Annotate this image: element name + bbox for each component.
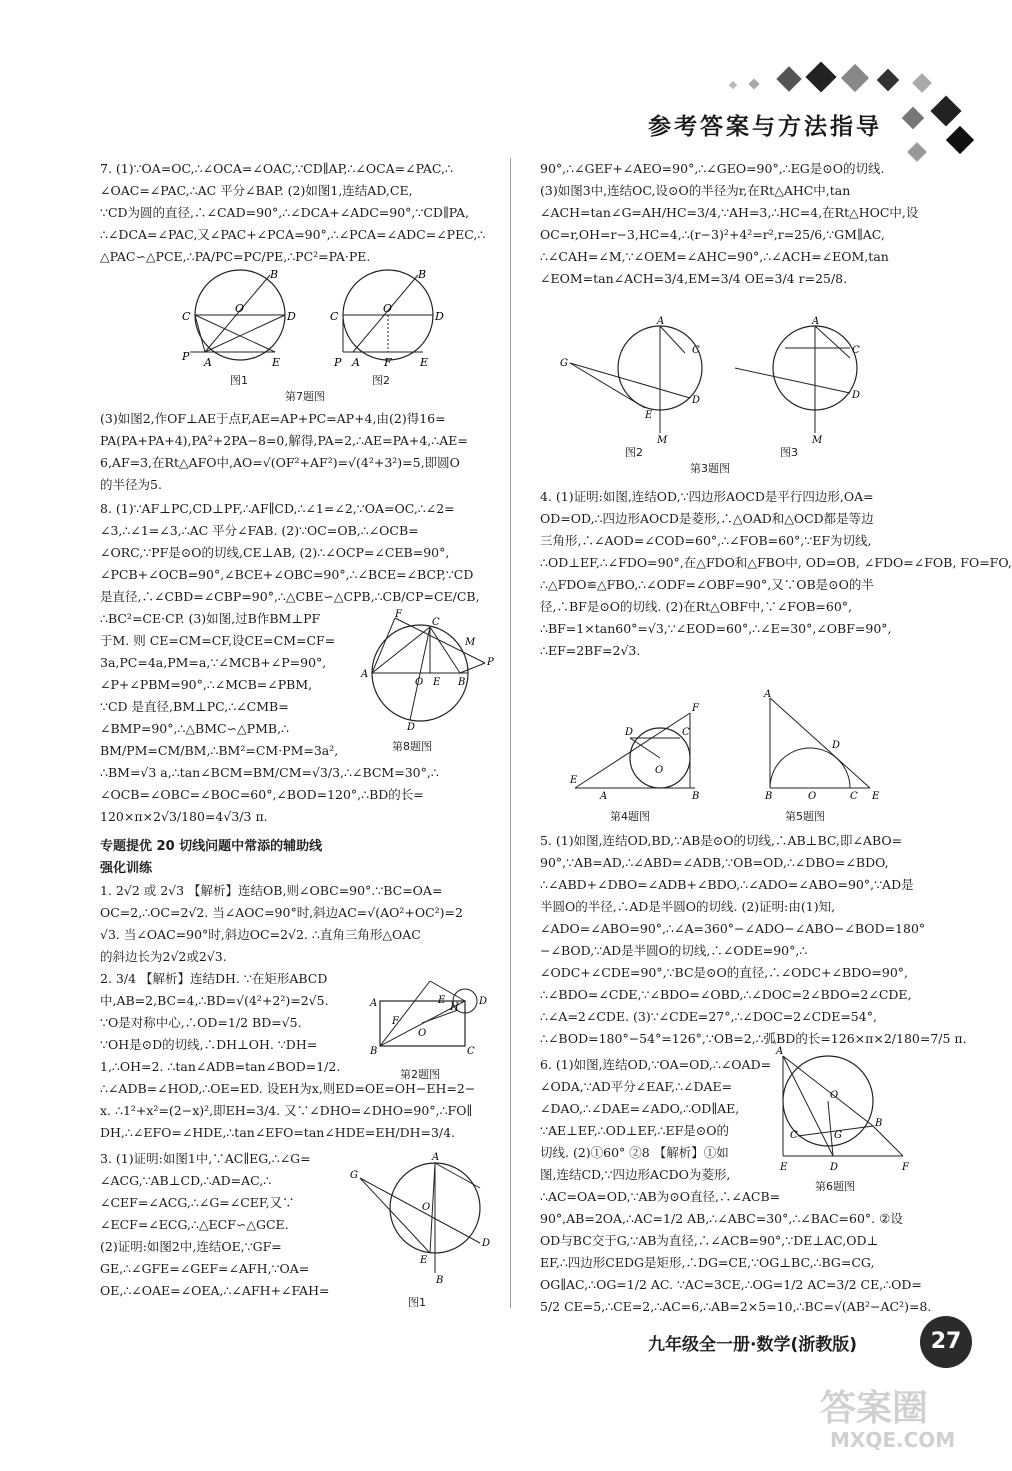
text-line: 8. (1)∵AF⊥PC,CD⊥PF,∴AF∥CD,∴∠1=∠2,∵OA=OC,∴∠2=	[100, 501, 455, 516]
text-line: ∠ODA,∵AD平分∠EAF,∴∠DAE=	[540, 1079, 733, 1094]
svg-text:B: B	[458, 677, 466, 688]
svg-text:B: B	[418, 268, 427, 281]
text-line: 5. (1)如图,连结OD,BD,∵AB是⊙O的切线,∴AB⊥BC,即∠ABO=	[540, 833, 903, 848]
text-line: (3)如图2,作OF⊥AE于点F,AE=AP+PC=AP+4,由(2)得16=	[100, 411, 446, 426]
text-line: ∠ORC,∵PF是⊙O的切线,CE⊥AB, (2)∴∠OCP=∠CEB=90°,	[100, 545, 450, 560]
text-line: 切线. (2)①60° ②8 【解析】①如	[540, 1145, 729, 1160]
svg-text:F: F	[692, 703, 699, 714]
svg-text:F: F	[392, 1016, 399, 1027]
text-line: ∵AE⊥EF,∴OD⊥EF,∴EF是⊙O的	[540, 1123, 729, 1138]
svg-text:D: D	[407, 722, 416, 733]
text-line: 是直径,∴∠CBD=∠CBP=90°,∴△CBE∽△CPB,∴CB/CP=CE/CB,	[100, 589, 480, 604]
svg-text:D: D	[625, 727, 634, 738]
q4-q5-figures	[570, 689, 890, 803]
text-line: ∴AC=OA=OD,∵AB为⊙O直径,∴∠ACB=	[540, 1189, 781, 1204]
footer-book-title: 九年级全一册·数学(浙教版)	[648, 1335, 857, 1355]
q1	[100, 880, 495, 968]
text-line: ∠P+∠PBM=90°,∴∠MCB=∠PBM,	[100, 677, 313, 692]
figure-caption: 第5题图	[785, 810, 825, 823]
text-line: ∴BM=√3 a,∴tan∠BCM=BM/CM=√3/3,∴∠BCM=30°,∴	[100, 765, 439, 780]
svg-text:A: A	[204, 356, 212, 369]
svg-text:B: B	[270, 268, 279, 281]
figure-label: 图2	[372, 374, 390, 387]
svg-text:B: B	[765, 791, 773, 802]
text-line: ∴BC²=CE·CP. (3)如图,过B作BM⊥PF	[100, 611, 321, 626]
text-line: OD=OD,∴四边形AOCD是菱形,∴△OAD和△OCD都是等边	[540, 511, 874, 526]
text-line: 2. 3/4 【解析】连结DH. ∵在矩形ABCD	[100, 971, 328, 986]
text-line: ∠PCB+∠OCB=90°,∠BCE+∠OBC=90°,∴∠BCE=∠BCP,∵CD	[100, 567, 474, 582]
svg-text:O: O	[415, 677, 424, 688]
text-line: 三角形,∴∠AOD=∠COD=60°,∴∠FOB=60°,∵EF为切线,	[540, 533, 872, 548]
text-line: −∠BOD,∵AD是半圆O的切线,∴∠ODE=90°,∴	[540, 943, 808, 958]
svg-text:C: C	[692, 345, 700, 356]
svg-text:M: M	[465, 637, 476, 648]
text-line: 半圆O的半径,∴AD是半圆O的切线. (2)证明:由(1)知,	[540, 899, 836, 914]
text-line: 90°,AB=2OA,∴AC=1/2 AB,∴∠ABC=30°,∴∠BAC=60°. ②设	[540, 1211, 903, 1226]
text-line: OE,∴∠OAE=∠OEA,∴∠AFH+∠FAH=	[100, 1283, 330, 1298]
text-line: ∴EF=2BF=2√3.	[540, 643, 641, 658]
section-subtitle: 强化训练	[100, 861, 153, 876]
text-line: 于M. 则 CE=CM=CF,设CE=CM=CF=	[100, 633, 336, 648]
svg-text:E: E	[420, 1255, 428, 1266]
text-line: OC=r,OH=r−3,HC=4,∴(r−3)²+4²=r²,r=25/6,∵GM∥AC,	[540, 227, 885, 242]
text-line: ∴∠BDO=∠CDE,∵∠BDO=∠OBD,∴∠DOC=2∠BDO=2∠CDE,	[540, 987, 912, 1002]
figure-caption: 第3题图	[690, 462, 730, 475]
q7-figure-2	[330, 268, 468, 380]
svg-text:E: E	[433, 677, 441, 688]
svg-text:C: C	[852, 345, 860, 356]
text-line: x. ∴1²+x²=(2−x)²,即EH=3/4. 又∵∠DHO=∠DHO=90°,∴FO∥	[100, 1103, 473, 1118]
figure-caption: 第6题图	[815, 1180, 855, 1193]
figure-caption: 第2题图	[400, 1068, 440, 1081]
svg-text:F: F	[395, 609, 402, 620]
svg-text:C: C	[432, 617, 440, 628]
text-line: ∠ACG,∵AB⊥CD,∴AD=AC,∴	[100, 1173, 272, 1188]
svg-text:E: E	[570, 775, 578, 786]
svg-text:D: D	[482, 1238, 491, 1249]
column-divider	[510, 158, 511, 1308]
text-line: ∠DAO,∴∠DAE=∠ADO,∴OD∥AE,	[540, 1101, 740, 1116]
text-line: ∠ODC+∠CDE=90°,∵BC是⊙O的直径,∴∠ODC+∠BDO=90°,	[540, 965, 909, 980]
svg-text:B: B	[370, 1046, 378, 1057]
q8-figure	[361, 609, 495, 733]
figure-caption: 第4题图	[610, 810, 650, 823]
text-line: 90°,∴∠GEF+∠AEO=90°,∴∠GEO=90°,∴EG是⊙O的切线.	[540, 161, 885, 176]
text-line: ∴△FDO≌△FBO,∴∠ODF=∠OBF=90°,又∵OB是⊙O的半	[540, 577, 874, 592]
text-line: 120×π×2√3/180=4√3/3 π.	[100, 809, 268, 824]
text-line: 6,AF=3,在Rt△AFO中,AO=√(OF²+AF²)=√(4²+3²)=5,即圆O	[100, 455, 460, 470]
text-line: ∴OD⊥EF,∴∠FDO=90°,在△FDO和△FBO中, OD=OB, ∠FDO=∠FOB, FO=FO,	[540, 555, 1012, 570]
text-line: ∴∠ADB=∠HOD,∴OE=ED. 设EH为x,则ED=OE=OH−EH=2−	[100, 1081, 476, 1096]
text-line: ∵OH是⊙D的切线,∴DH⊥OH. ∵DH=	[100, 1037, 318, 1052]
text-line: BM/PM=CM/BM,∴BM²=CM·PM=3a²,	[100, 743, 339, 758]
text-line: 3a,PC=4a,PM=a,∵∠MCB+∠P=90°,	[100, 655, 327, 670]
svg-text:C: C	[790, 1130, 798, 1141]
svg-text:F: F	[384, 356, 392, 369]
figure-label: 图3	[780, 446, 798, 459]
text-line: 图,连结CD,∵四边形ACDO为菱形,	[540, 1167, 731, 1182]
figure-label: 图1	[230, 374, 248, 387]
text-line: 7. (1)∵OA=OC,∴∠OCA=∠OAC,∵CD∥AP,∴∠OCA=∠PAC,∴	[100, 161, 453, 176]
text-line: ∴∠A=2∠CDE. (3)∵∠CDE=27°,∴∠DOC=2∠CDE=54°,	[540, 1009, 877, 1024]
svg-text:O: O	[235, 302, 245, 315]
svg-text:G: G	[350, 1170, 358, 1181]
svg-text:O: O	[383, 302, 393, 315]
svg-text:O: O	[808, 791, 817, 802]
text-line: OC=2,∴OC=2√2. 当∠AOC=90°时,斜边AC=√(AO²+OC²)=2	[100, 905, 463, 920]
q6-figure	[778, 1046, 913, 1181]
text-line: ∴∠BOD=180°−54°=126°,∵OB=2,∴弧BD的长=126×π×2/180=7/5 π.	[540, 1031, 967, 1046]
text-line: (2)证明:如图2中,连结OE,∵GF=	[100, 1239, 282, 1254]
svg-text:A: A	[776, 1046, 784, 1057]
q3-figures-2-3	[560, 318, 880, 448]
svg-text:D: D	[435, 310, 444, 323]
svg-text:A: A	[812, 316, 820, 327]
svg-text:D: D	[830, 1162, 839, 1173]
text-line: ∠ECF=∠ECG,∴△ECF∽△GCE.	[100, 1217, 289, 1232]
svg-text:C: C	[182, 310, 191, 323]
svg-text:H: H	[450, 1002, 459, 1013]
text-line: ∵CD为圆的直径,∴∠CAD=90°,∴∠DCA+∠ADC=90°,∵CD∥PA,	[100, 205, 469, 220]
svg-text:P: P	[182, 350, 190, 363]
text-line: △PAC∽△PCE,∴PA/PC=PC/PE,∴PC²=PA·PE.	[100, 249, 371, 264]
text-line: 径,∴BF是⊙O的切线. (2)在Rt△OBF中,∵∠FOB=60°,	[540, 599, 853, 614]
page-number: 27	[920, 1316, 972, 1368]
text-line: ∠CEF=∠ACG,∴∠G=∠CEF,又∵	[100, 1195, 295, 1210]
text-line: ∠3,∴∠1=∠3,∴AC 平分∠FAB. (2)∵OC=OB,∴∠OCB=	[100, 523, 419, 538]
text-line: 5/2 CE=5,∴CE=2,∴AC=6,∴AB=2×5=10,∴BC=√(AB²−AC²)=8.	[540, 1299, 932, 1314]
text-line: ∴∠ABD+∠DBO=∠ADB+∠BDO,∴∠ADO=∠ABO=90°,∵AD是	[540, 877, 914, 892]
figure-caption: 第8题图	[392, 740, 432, 753]
q2-figure	[370, 976, 495, 1061]
svg-text:E: E	[438, 995, 446, 1006]
watermark-logo: 答案圈	[820, 1388, 929, 1429]
text-line: 4. (1)证明:如图,连结OD,∵四边形AOCD是平行四边形,OA=	[540, 489, 874, 504]
text-line: √3. 当∠OAC=90°时,斜边OC=2√2. ∴直角三角形△OAC	[100, 927, 421, 942]
text-line: ∵O是对称中心,∴OD=1/2 BD=√5.	[100, 1015, 302, 1030]
svg-text:P: P	[334, 356, 342, 369]
svg-text:C: C	[330, 310, 339, 323]
text-line: 1,∴OH=2. ∴tan∠ADB=tan∠BOD=1/2.	[100, 1059, 341, 1074]
svg-text:B: B	[692, 791, 700, 802]
text-line: 中,AB=2,BC=4,∴BD=√(4²+2²)=2√5.	[100, 993, 329, 1008]
svg-text:A: A	[370, 998, 378, 1009]
text-line: DH,∴∠EFO=∠HDE,∴tan∠EFO=tan∠HDE=EH/DH=3/4.	[100, 1125, 456, 1140]
svg-text:M: M	[657, 435, 668, 446]
svg-text:O: O	[655, 765, 664, 776]
svg-text:D: D	[287, 310, 296, 323]
svg-text:O: O	[830, 1090, 839, 1101]
text-line: ∠BMP=90°,∴△BMC∽△PMB,∴	[100, 721, 289, 736]
figure-label: 图2	[625, 446, 643, 459]
svg-text:B: B	[436, 1275, 444, 1286]
svg-text:A: A	[352, 356, 360, 369]
text-line: OG∥AC,∴OG=1/2 AC. ∵AC=3CE,∴OG=1/2 AC=3/2 CE,∴OD=	[540, 1277, 922, 1292]
svg-text:B: B	[875, 1118, 883, 1129]
svg-text:E: E	[872, 791, 880, 802]
text-line: (3)如图3中,连结OC,设⊙O的半径为r,在Rt△AHC中,tan	[540, 183, 851, 198]
svg-text:C: C	[682, 727, 690, 738]
q4	[540, 486, 1012, 662]
section-header	[100, 836, 495, 880]
svg-text:A: A	[764, 689, 772, 700]
svg-text:D: D	[692, 395, 701, 406]
svg-text:A: A	[657, 316, 665, 327]
text-line: 1. 2√2 或 2√3 【解析】连结OB,则∠OBC=90°.∵BC=OA=	[100, 883, 443, 898]
text-line: 90°,∵AB=AD,∴∠ABD=∠ADB,∵OB=OD,∴∠DBO=∠BDO,	[540, 855, 889, 870]
svg-text:C: C	[467, 1046, 475, 1057]
q3-figure-1	[350, 1148, 495, 1288]
svg-text:D: D	[832, 740, 841, 751]
svg-text:G: G	[560, 358, 568, 369]
svg-text:A: A	[600, 791, 608, 802]
section-title: 专题提优 20 切线问题中常添的辅助线	[100, 839, 323, 854]
svg-text:C: C	[850, 791, 858, 802]
text-line: ∠EOM=tan∠ACH=3/4,EM=3/4 OE=3/4 r=25/8.	[540, 271, 848, 286]
text-line: OD与BC交于G,∵AB为直径,∴∠ACB=90°,∵DE⊥AC,OD⊥	[540, 1233, 879, 1248]
svg-text:E: E	[272, 356, 281, 369]
q3-cont	[540, 158, 919, 290]
page-header-title: 参考答案与方法指导	[648, 114, 882, 140]
svg-text:E: E	[780, 1162, 788, 1173]
q7-part3	[100, 408, 495, 496]
svg-text:O: O	[418, 1028, 427, 1039]
q5	[540, 830, 967, 1050]
text-line: 6. (1)如图,连结OD,∵OA=OD,∴∠OAD=	[540, 1057, 772, 1072]
figure-label: 图1	[408, 1296, 426, 1309]
text-line: 的斜边长为2√2或2√3.	[100, 949, 227, 964]
svg-text:M: M	[812, 435, 823, 446]
svg-text:A: A	[361, 669, 369, 680]
watermark-url: MXQE.COM	[830, 1428, 956, 1452]
text-line: ∴∠DCA=∠PAC,又∠PAC+∠PCA=90°,∴∠PCA=∠ADC=∠PEC,∴	[100, 227, 486, 242]
text-line: ∴∠CAH=∠M,∵∠OEM=∠AHC=90°,∴∠ACH=∠EOM,tan	[540, 249, 889, 264]
svg-text:D: D	[852, 390, 861, 401]
text-line: 3. (1)证明:如图1中,∵AC∥EG,∴∠G=	[100, 1151, 311, 1166]
svg-text:E: E	[645, 410, 653, 421]
text-line: ∴BF=1×tan60°=√3,∵∠EOD=60°,∴∠E=30°,∠OBF=90°,	[540, 621, 892, 636]
text-line: ∠OAC=∠PAC,∴AC 平分∠BAP. (2)如图1,连结AD,CE,	[100, 183, 413, 198]
svg-text:F: F	[902, 1162, 909, 1173]
svg-text:D: D	[479, 996, 488, 1007]
text-line: ∠ADO=∠ABO=90°,∴∠A=360°−∠ADO−∠ABO−∠BOD=180°	[540, 921, 926, 936]
svg-text:A: A	[432, 1152, 440, 1163]
q7-part1	[100, 158, 495, 268]
text-line: ∠OCB=∠OBC=∠BOC=60°,∠BOD=120°,∴BD的长=	[100, 787, 424, 802]
text-line: EF,∴四边形CEDG是矩形,∴DG=CE,∵OG⊥BC,∴BG=CG,	[540, 1255, 875, 1270]
text-line: ∠ACH=tan∠G=AH/HC=3/4,∵AH=3,∴HC=4,在Rt△HOC中,设	[540, 205, 919, 220]
figure-caption: 第7题图	[285, 390, 325, 403]
svg-text:G: G	[834, 1130, 842, 1141]
svg-text:P: P	[487, 657, 494, 668]
text-line: GE,∴∠GFE=∠GEF=∠AFH,∵OA=	[100, 1261, 310, 1276]
svg-text:E: E	[420, 356, 429, 369]
text-line: PA(PA+PA+4),PA²+2PA−8=0,解得,PA=2,∴AE=PA+4,∴AE=	[100, 433, 468, 448]
svg-text:O: O	[422, 1202, 431, 1213]
text-line: 的半径为5.	[100, 477, 162, 492]
text-line: ∵CD 是直径,BM⊥PC,∴∠CMB=	[100, 699, 289, 714]
